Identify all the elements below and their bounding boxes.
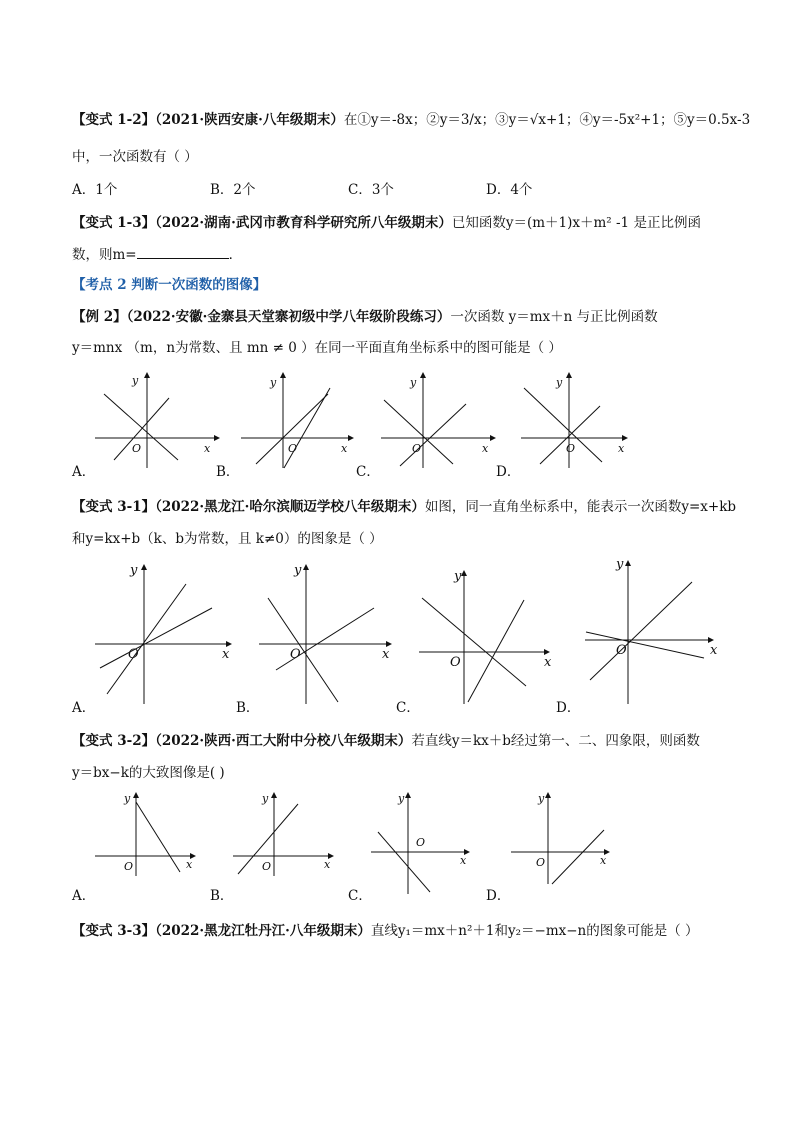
line-2 bbox=[284, 388, 330, 468]
graph-a bbox=[92, 372, 222, 476]
graph-a bbox=[92, 790, 202, 884]
graph-c bbox=[378, 372, 508, 476]
y-arrow bbox=[625, 560, 631, 566]
line-1 bbox=[586, 632, 704, 658]
option-c: C． bbox=[396, 700, 420, 716]
option-c: C． bbox=[356, 464, 380, 480]
x-label: x bbox=[710, 643, 718, 658]
y-label: y bbox=[294, 563, 302, 578]
graph-c bbox=[368, 790, 478, 904]
graph-b-svg bbox=[238, 372, 368, 472]
question-source: （2022·黑龙江牡丹江·八年级期末） bbox=[155, 923, 371, 939]
option-b: B． bbox=[210, 888, 234, 904]
option-a: A． bbox=[72, 888, 96, 904]
y-arrow bbox=[133, 792, 139, 798]
y-arrow bbox=[420, 372, 426, 378]
option-b: B．2个 bbox=[210, 182, 256, 198]
graph-c bbox=[416, 562, 561, 711]
graph-d bbox=[582, 556, 727, 710]
option-c: C．3个 bbox=[348, 182, 394, 198]
graph-b bbox=[230, 790, 340, 884]
line-1 bbox=[524, 388, 602, 462]
section-heading: 【考点 2 判断一次函数的图像】 bbox=[72, 277, 267, 293]
question-3-1-stem-cont: 和y=kx+b（k、b为常数，且 k≠0）的图象是（ ） bbox=[72, 531, 383, 547]
y-arrow bbox=[144, 372, 150, 378]
y-label: y bbox=[454, 569, 462, 584]
question-1-2-stem-cont: 中，一次函数有（ ） bbox=[72, 149, 198, 165]
example-2-stem bbox=[72, 305, 658, 325]
option-d: D． bbox=[486, 888, 511, 904]
question-source: （2022·陕西·西工大附中分校八年级期末） bbox=[155, 733, 412, 749]
y-arrow bbox=[280, 372, 286, 378]
graph-c-svg bbox=[378, 372, 508, 472]
graph-b bbox=[238, 372, 368, 476]
example-2-stem-cont: y＝mnx （m，n为常数、且 mn ≠ 0 ）在同一平面直角坐标系中的图可能是（ ） bbox=[72, 340, 562, 356]
origin-label: O bbox=[128, 647, 139, 662]
question-tag: 【变式 3-3】 bbox=[72, 923, 156, 939]
question-text: 数，则m= bbox=[72, 247, 137, 263]
x-label: x bbox=[204, 442, 211, 455]
x-arrow bbox=[622, 435, 628, 441]
option-a: A． bbox=[72, 700, 96, 716]
question-text: 若直线y＝kx＋b经过第一、二、四象限，则函数 bbox=[411, 733, 700, 749]
x-label: x bbox=[482, 442, 489, 455]
question-source: （2022·湖南·武冈市教育科学研究所八年级期末） bbox=[155, 215, 452, 231]
y-arrow bbox=[545, 792, 551, 798]
line-2 bbox=[468, 600, 524, 702]
line-2 bbox=[114, 398, 169, 460]
y-arrow bbox=[303, 564, 309, 570]
graph-c-svg bbox=[368, 790, 478, 900]
y-label: y bbox=[410, 376, 417, 389]
y-label: y bbox=[270, 376, 277, 389]
origin-label: O bbox=[450, 655, 461, 670]
y-arrow bbox=[271, 792, 277, 798]
question-tag: 【变式 3-1】 bbox=[72, 499, 156, 515]
question-3-2-stem-cont: y＝bx−k的大致图像是( ) bbox=[72, 765, 225, 781]
x-label: x bbox=[460, 854, 467, 867]
origin-label: O bbox=[290, 647, 301, 662]
graph-b-svg bbox=[230, 790, 340, 880]
graph-b-svg bbox=[256, 562, 401, 707]
x-arrow bbox=[348, 435, 354, 441]
graph-b bbox=[256, 562, 401, 711]
x-label: x bbox=[324, 858, 331, 871]
question-source: （2021·陕西安康·八年级期末） bbox=[155, 112, 344, 128]
line-2 bbox=[400, 404, 466, 466]
graph-d bbox=[508, 790, 618, 894]
line-1 bbox=[422, 598, 526, 686]
graph-a-svg bbox=[92, 562, 237, 707]
answer-blank[interactable] bbox=[137, 246, 229, 259]
x-arrow bbox=[214, 435, 220, 441]
graph-a bbox=[92, 562, 237, 711]
question-3-3-stem bbox=[72, 919, 699, 939]
y-label: y bbox=[556, 376, 563, 389]
x-label: x bbox=[618, 442, 625, 455]
x-label: x bbox=[341, 442, 348, 455]
origin-label: O bbox=[412, 442, 422, 455]
option-d: D．4个 bbox=[486, 182, 533, 198]
graph-c-svg bbox=[416, 562, 561, 707]
origin-label: O bbox=[416, 836, 426, 849]
question-3-2-stem bbox=[72, 729, 700, 749]
y-label: y bbox=[262, 792, 269, 805]
option-c: C． bbox=[348, 888, 372, 904]
question-tag: 【例 2】 bbox=[72, 309, 127, 325]
question-1-3-stem bbox=[72, 211, 701, 231]
y-arrow bbox=[141, 564, 147, 570]
origin-label: O bbox=[132, 442, 142, 455]
question-tag: 【变式 1-3】 bbox=[72, 215, 156, 231]
origin-label: O bbox=[288, 442, 298, 455]
origin-label: O bbox=[566, 442, 576, 455]
question-source: （2022·安徽·金寨县天堂寨初级中学八年级阶段练习） bbox=[126, 309, 451, 325]
x-label: x bbox=[600, 854, 607, 867]
question-text: 一次函数 y＝mx＋n 与正比例函数 bbox=[450, 309, 658, 325]
x-label: x bbox=[186, 858, 193, 871]
option-a: A．1个 bbox=[72, 182, 118, 198]
y-label: y bbox=[538, 792, 545, 805]
graph-d-svg bbox=[582, 556, 727, 706]
x-label: x bbox=[544, 655, 552, 670]
question-text: 如图，同一直角坐标系中，能表示一次函数y=x+kb bbox=[424, 499, 737, 515]
line-1 bbox=[107, 584, 186, 694]
graph-a-svg bbox=[92, 790, 202, 880]
y-label: y bbox=[132, 374, 139, 387]
y-arrow bbox=[566, 372, 572, 378]
question-3-1-stem bbox=[72, 495, 736, 515]
option-a: A． bbox=[72, 464, 96, 480]
line-2 bbox=[540, 406, 600, 464]
line-1 bbox=[552, 830, 604, 884]
line-1 bbox=[268, 598, 338, 702]
x-label: x bbox=[222, 647, 230, 662]
origin-label: O bbox=[616, 643, 627, 658]
question-text: 在①y＝-8x；②y＝3/x；③y＝√x+1；④y＝-5x²+1；⑤y＝0.5x-3 bbox=[343, 112, 751, 128]
line-2 bbox=[100, 608, 212, 668]
question-1-2-stem bbox=[72, 108, 750, 128]
y-label: y bbox=[130, 563, 138, 578]
question-text: 直线y₁＝mx＋n²＋1和y₂＝−mx−n的图象可能是（ ） bbox=[370, 923, 699, 939]
question-source: （2022·黑龙江·哈尔滨顺迈学校八年级期末） bbox=[155, 499, 425, 515]
line-2 bbox=[590, 582, 692, 680]
y-label: y bbox=[616, 557, 624, 572]
origin-label: O bbox=[124, 860, 134, 873]
question-text: 已知函数y＝(m＋1)x＋m² -1 是正比例函 bbox=[451, 215, 701, 231]
y-label: y bbox=[398, 792, 405, 805]
question-text-end: ． bbox=[228, 247, 243, 263]
graph-d bbox=[518, 372, 648, 476]
y-label: y bbox=[124, 792, 131, 805]
graph-d-svg bbox=[518, 372, 648, 472]
origin-label: O bbox=[262, 860, 272, 873]
origin-label: O bbox=[536, 856, 546, 869]
graph-d-svg bbox=[508, 790, 618, 890]
option-d: D． bbox=[496, 464, 521, 480]
question-tag: 【变式 1-2】 bbox=[72, 112, 156, 128]
graph-a-svg bbox=[92, 372, 222, 472]
x-label: x bbox=[382, 647, 390, 662]
option-b: B． bbox=[236, 700, 260, 716]
option-b: B． bbox=[216, 464, 240, 480]
line-1 bbox=[136, 802, 180, 872]
question-1-3-stem-cont bbox=[72, 243, 242, 263]
y-arrow bbox=[461, 570, 467, 576]
y-arrow bbox=[405, 792, 411, 798]
x-arrow bbox=[490, 435, 496, 441]
option-d: D． bbox=[556, 700, 581, 716]
question-tag: 【变式 3-2】 bbox=[72, 733, 156, 749]
